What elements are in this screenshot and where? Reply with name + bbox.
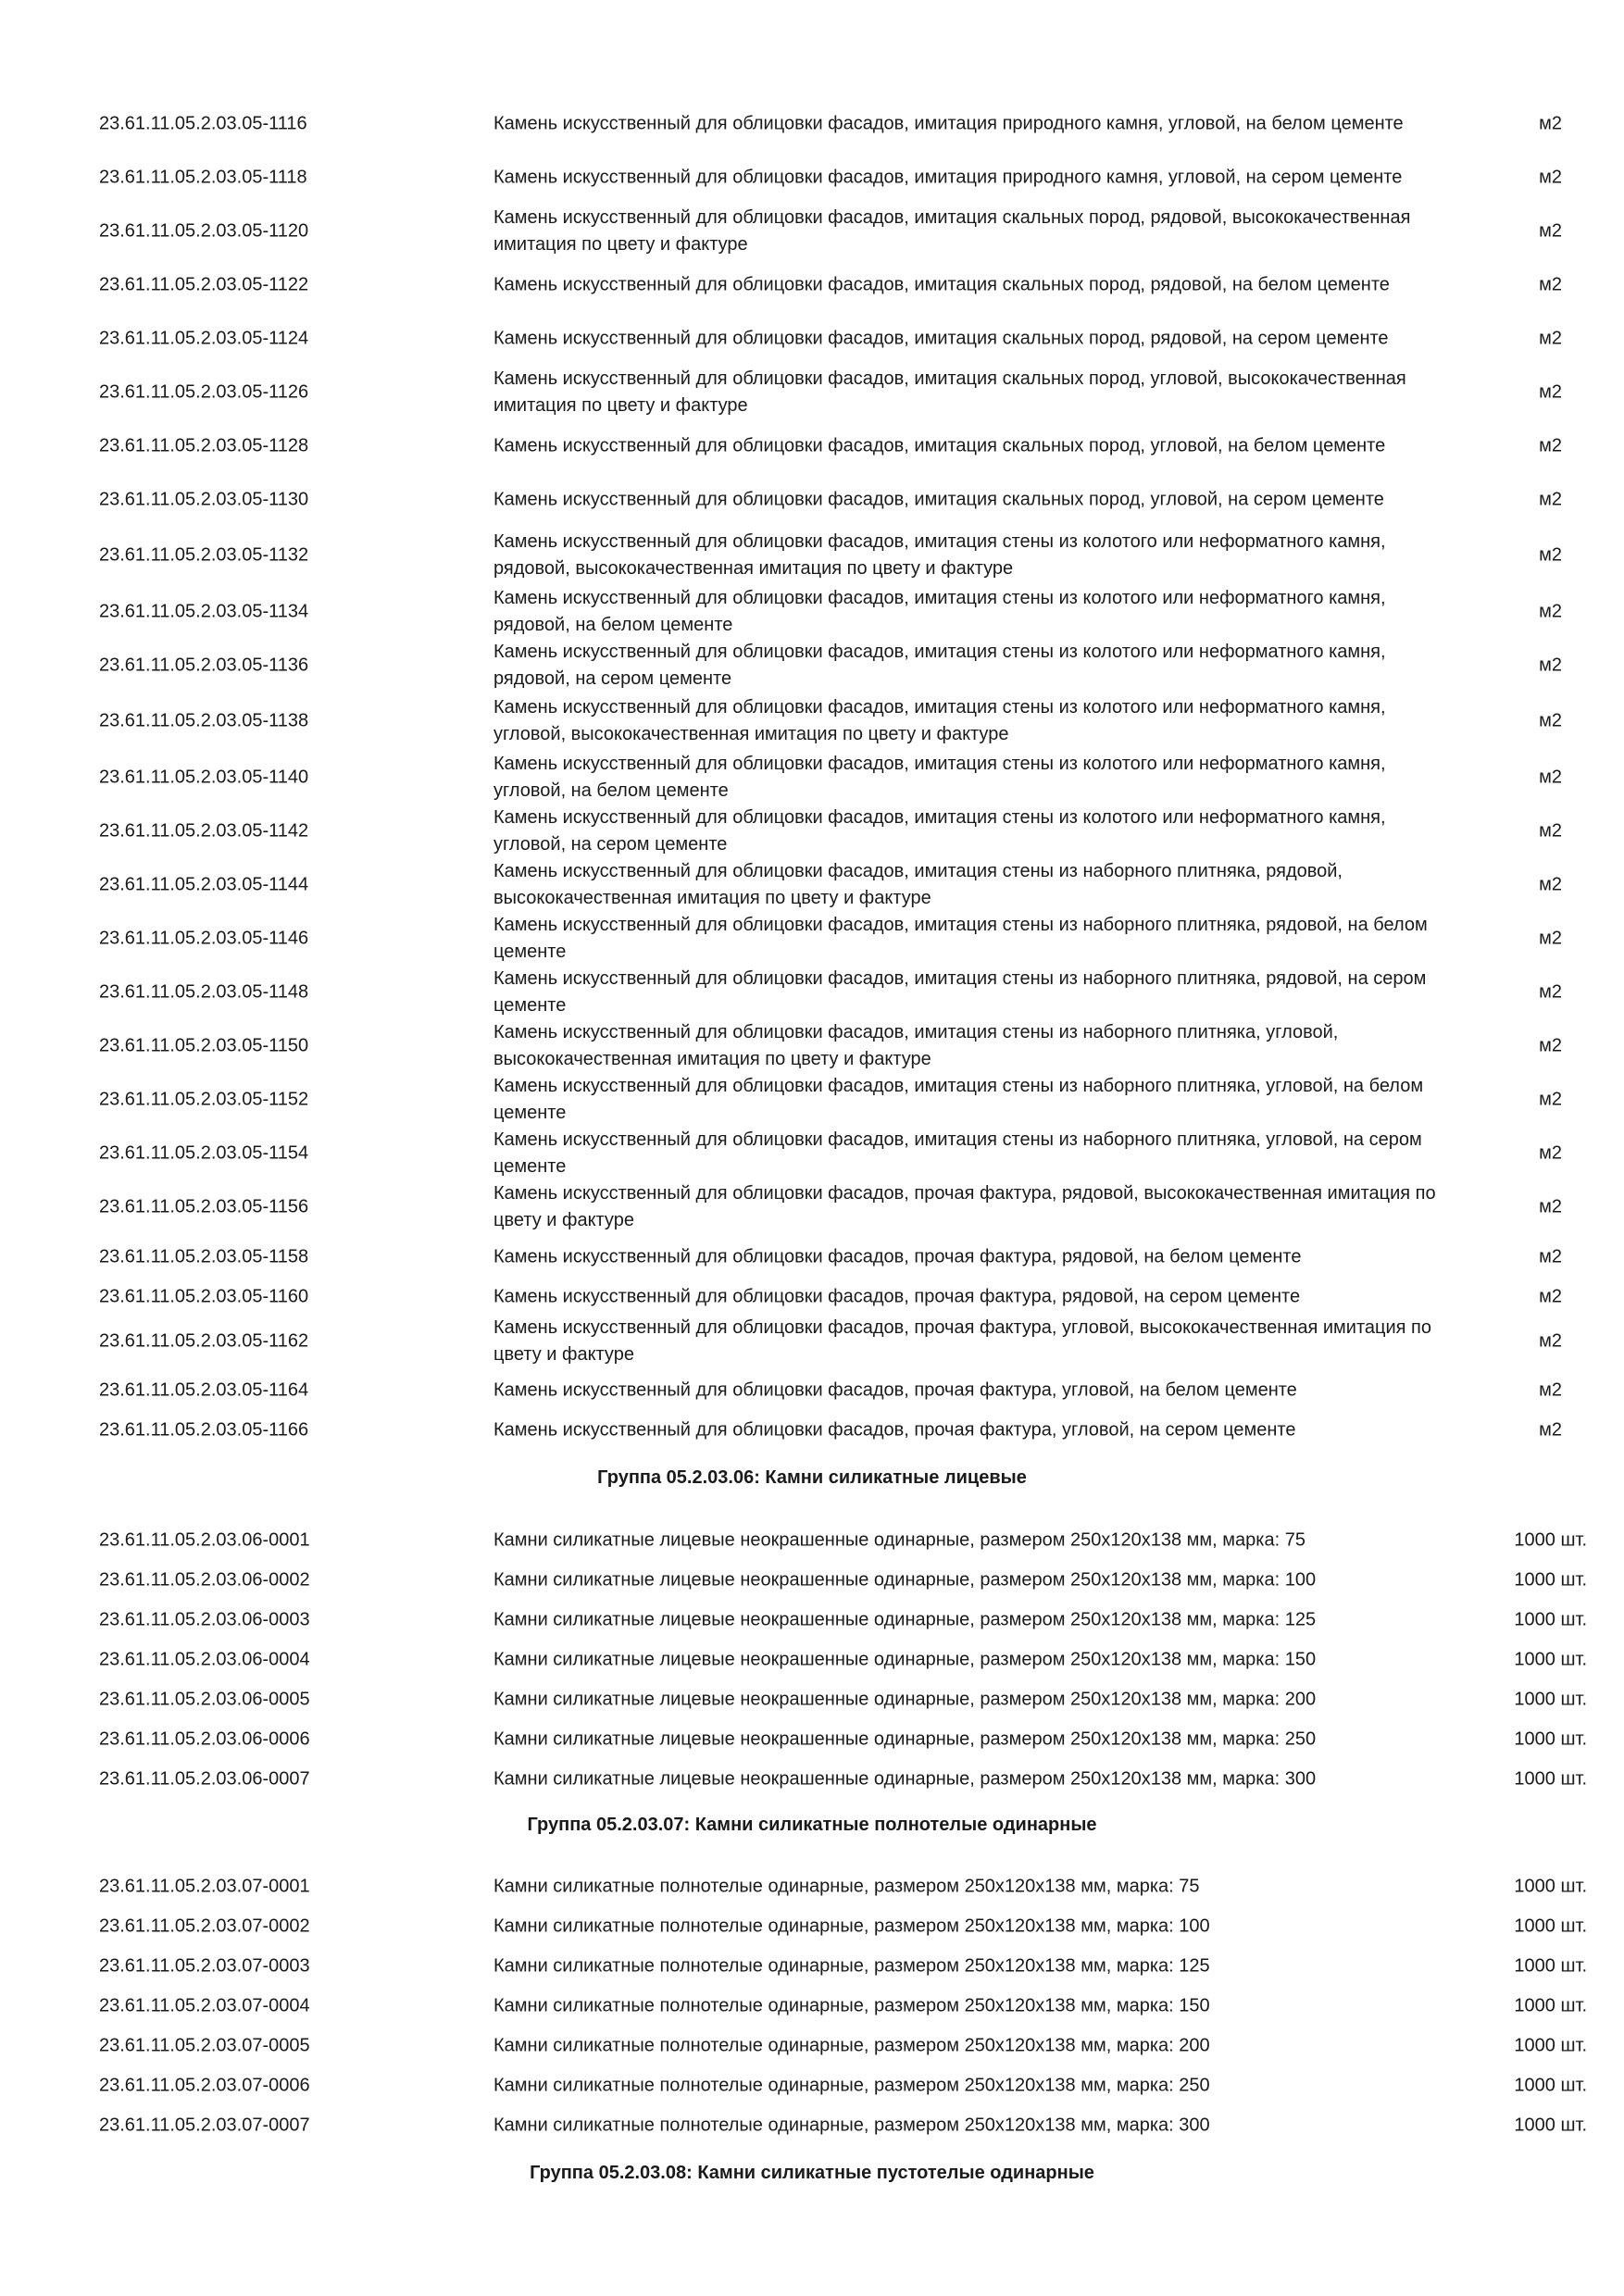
item-unit: 1000 шт. [1514,1728,1587,1750]
item-code: 23.61.11.05.2.03.06-0005 [99,1689,310,1710]
table-row [0,1372,1624,1409]
item-unit: м2 [1539,1196,1562,1217]
item-unit: м2 [1539,874,1562,895]
table-row [0,1641,1624,1678]
table-row [0,912,1624,966]
item-name: Камни силикатные лицевые неокрашенные одинарные, размером 250х120х138 мм, марка: 200 [493,1689,1317,1710]
item-unit: 1000 шт. [1514,1529,1587,1551]
item-code: 23.61.11.05.2.03.05-1126 [99,381,309,403]
item-name: Камни силикатные полнотелые одинарные, размером 250х120х138 мм, марка: 300 [493,2115,1210,2136]
item-name: Камни силикатные полнотелые одинарные, размером 250х120х138 мм, марка: 250 [493,2075,1210,2096]
table-row [0,97,1624,151]
item-name: Камень искусственный для облицовки фасадов, имитация скальных пород, угловой, на белом цементе [493,435,1386,456]
item-unit: 1000 шт. [1514,1649,1587,1670]
table-row [0,1127,1624,1180]
table-row [0,1019,1624,1073]
item-name: Камни силикатные лицевые неокрашенные одинарные, размером 250х120х138 мм, марка: 300 [493,1768,1317,1790]
item-unit: м2 [1539,1142,1562,1164]
item-name: Камни силикатные лицевые неокрашенные одинарные, размером 250х120х138 мм, марка: 250 [493,1728,1317,1750]
table-row [0,966,1624,1019]
item-name: Камень искусственный для облицовки фасадов, имитация скальных пород, рядовой, на сером цементе [493,328,1389,349]
item-name: Камень искусственный для облицовки фасадов, прочая фактура, рядовой, высококачественная имитация по цвету и фактуре [493,1183,1436,1230]
table-row [0,2067,1624,2104]
item-name: Камень искусственный для облицовки фасадов, имитация природного камня, угловой, на белом цементе [493,113,1404,134]
table-row [0,1239,1624,1276]
item-name: Камень искусственный для облицовки фасадов, имитация стены из наборного плитняка, угловой, на сером цементе [493,1129,1422,1177]
item-name: Камень искусственный для облицовки фасадов, имитация стены из колотого или неформатного камня, рядовой, на сером цементе [493,642,1386,689]
table-row [0,2028,1624,2065]
item-code: 23.61.11.05.2.03.05-1164 [99,1379,309,1401]
item-unit: м2 [1539,928,1562,949]
item-name: Камни силикатные лицевые неокрашенные одинарные, размером 250х120х138 мм, марка: 75 [493,1529,1305,1551]
table-row [0,473,1624,527]
item-unit: 1000 шт. [1514,1876,1587,1897]
item-name: Камень искусственный для облицовки фасадов, имитация стены из наборного плитняка, рядовой, на белом цементе [493,915,1428,962]
item-code: 23.61.11.05.2.03.05-1144 [99,874,309,895]
item-code: 23.61.11.05.2.03.06-0001 [99,1529,310,1551]
table-row [0,2107,1624,2144]
item-unit: м2 [1539,435,1562,456]
item-code: 23.61.11.05.2.03.05-1142 [99,820,309,842]
item-unit: м2 [1539,981,1562,1003]
item-unit: м2 [1539,489,1562,510]
group-heading: Группа 05.2.03.07: Камни силикатные полнотелые одинарные [527,1815,1097,1835]
item-name: Камень искусственный для облицовки фасадов, имитация стены из наборного плитняка, рядовой, на сером цементе [493,968,1427,1016]
item-name: Камень искусственный для облицовки фасадов, имитация скальных пород, угловой, на сером цементе [493,489,1384,510]
item-code: 23.61.11.05.2.03.05-1116 [99,113,307,134]
item-code: 23.61.11.05.2.03.07-0001 [99,1876,310,1897]
item-unit: 1000 шт. [1514,1569,1587,1591]
item-unit: м2 [1539,655,1562,676]
table-row [0,529,1624,582]
item-code: 23.61.11.05.2.03.06-0002 [99,1569,310,1591]
item-code: 23.61.11.05.2.03.05-1156 [99,1196,309,1217]
item-code: 23.61.11.05.2.03.07-0004 [99,1995,310,2016]
item-unit: 1000 шт. [1514,1689,1587,1710]
item-unit: 1000 шт. [1514,1915,1587,1937]
item-code: 23.61.11.05.2.03.06-0007 [99,1768,310,1790]
item-code: 23.61.11.05.2.03.05-1152 [99,1089,309,1110]
item-code: 23.61.11.05.2.03.05-1120 [99,220,309,242]
table-row [0,1412,1624,1449]
item-unit: м2 [1539,328,1562,349]
item-name: Камни силикатные лицевые неокрашенные одинарные, размером 250х120х138 мм, марка: 100 [493,1569,1317,1591]
table-row [0,1073,1624,1127]
item-unit: 1000 шт. [1514,2075,1587,2096]
item-code: 23.61.11.05.2.03.05-1130 [99,489,309,510]
item-unit: м2 [1539,1419,1562,1441]
item-code: 23.61.11.05.2.03.05-1154 [99,1142,309,1164]
item-name: Камень искусственный для облицовки фасадов, имитация стены из колотого или неформатного камня, угловой, на белом цементе [493,754,1386,801]
table-row [0,1522,1624,1559]
item-unit: м2 [1539,274,1562,295]
table-row [0,1180,1624,1234]
table-row [0,366,1624,419]
item-name: Камень искусственный для облицовки фасадов, прочая фактура, угловой, на белом цементе [493,1379,1297,1401]
item-code: 23.61.11.05.2.03.05-1146 [99,928,309,949]
item-code: 23.61.11.05.2.03.05-1148 [99,981,309,1003]
item-name: Камень искусственный для облицовки фасадов, имитация скальных пород, рядовой, на белом цементе [493,274,1390,295]
item-name: Камень искусственный для облицовки фасадов, прочая фактура, угловой, на сером цементе [493,1419,1296,1441]
item-name: Камни силикатные полнотелые одинарные, размером 250х120х138 мм, марка: 100 [493,1915,1210,1937]
item-name: Камень искусственный для облицовки фасадов, имитация скальных пород, рядовой, высококачественная имитация по цвету и фактуре [493,207,1411,255]
item-code: 23.61.11.05.2.03.06-0003 [99,1609,310,1630]
item-code: 23.61.11.05.2.03.07-0006 [99,2075,310,2096]
table-row [0,151,1624,205]
item-name: Камни силикатные лицевые неокрашенные одинарные, размером 250х120х138 мм, марка: 125 [493,1609,1317,1630]
table-row [0,1315,1624,1368]
item-unit: м2 [1539,1246,1562,1267]
item-name: Камень искусственный для облицовки фасадов, имитация скальных пород, угловой, высококачественная имитация по цвету и фактуре [493,368,1406,416]
item-code: 23.61.11.05.2.03.05-1160 [99,1286,309,1307]
item-unit: м2 [1539,820,1562,842]
table-row [0,205,1624,258]
item-unit: м2 [1539,113,1562,134]
item-unit: м2 [1539,544,1562,566]
item-name: Камень искусственный для облицовки фасадов, имитация стены из колотого или неформатного камня, рядовой, высококачественная имитация по цвету и фактуре [493,531,1386,579]
item-unit: 1000 шт. [1514,1768,1587,1790]
item-name: Камни силикатные полнотелые одинарные, размером 250х120х138 мм, марка: 200 [493,2035,1210,2056]
table-row [0,1988,1624,2025]
table-row [0,858,1624,912]
item-unit: 1000 шт. [1514,1955,1587,1977]
item-unit: м2 [1539,767,1562,788]
item-code: 23.61.11.05.2.03.06-0006 [99,1728,310,1750]
item-unit: м2 [1539,220,1562,242]
item-code: 23.61.11.05.2.03.05-1162 [99,1330,309,1352]
item-name: Камень искусственный для облицовки фасадов, имитация стены из наборного плитняка, угловой, на белом цементе [493,1076,1424,1123]
item-name: Камни силикатные полнотелые одинарные, размером 250х120х138 мм, марка: 150 [493,1995,1210,2016]
table-row [0,312,1624,366]
item-code: 23.61.11.05.2.03.05-1124 [99,328,309,349]
table-row [0,1681,1624,1718]
table-row [0,1562,1624,1599]
item-name: Камни силикатные лицевые неокрашенные одинарные, размером 250х120х138 мм, марка: 150 [493,1649,1317,1670]
table-row [0,639,1624,693]
item-unit: 1000 шт. [1514,2035,1587,2056]
item-unit: 1000 шт. [1514,2115,1587,2136]
table-row [0,419,1624,473]
item-name: Камень искусственный для облицовки фасадов, прочая фактура, угловой, высококачественная имитация по цвету и фактуре [493,1317,1431,1365]
item-name: Камень искусственный для облицовки фасадов, прочая фактура, рядовой, на белом цементе [493,1246,1302,1267]
item-code: 23.61.11.05.2.03.05-1166 [99,1419,309,1441]
item-code: 23.61.11.05.2.03.05-1140 [99,767,309,788]
item-code: 23.61.11.05.2.03.05-1136 [99,655,309,676]
item-code: 23.61.11.05.2.03.06-0004 [99,1649,310,1670]
item-code: 23.61.11.05.2.03.05-1128 [99,435,309,456]
item-name: Камень искусственный для облицовки фасадов, имитация стены из наборного плитняка, рядовой, высококачественная имитация по цвету и фактуре [493,861,1343,908]
item-name: Камень искусственный для облицовки фасадов, имитация стены из колотого или неформатного камня, рядовой, на белом цементе [493,588,1386,635]
item-unit: 1000 шт. [1514,1995,1587,2016]
item-unit: м2 [1539,1035,1562,1056]
table-row [0,751,1624,805]
group-heading: Группа 05.2.03.08: Камни силикатные пустотелые одинарные [530,2163,1094,2183]
item-unit: м2 [1539,710,1562,731]
table-row [0,694,1624,748]
item-unit: 1000 шт. [1514,1609,1587,1630]
group-heading: Группа 05.2.03.06: Камни силикатные лицевые [597,1467,1027,1488]
table-row [0,1721,1624,1758]
table-row [0,1761,1624,1798]
table-row [0,805,1624,858]
item-code: 23.61.11.05.2.03.07-0007 [99,2115,310,2136]
item-code: 23.61.11.05.2.03.05-1118 [99,167,307,188]
item-code: 23.61.11.05.2.03.05-1158 [99,1246,309,1267]
item-unit: м2 [1539,167,1562,188]
table-row [0,1602,1624,1639]
item-unit: м2 [1539,601,1562,622]
item-code: 23.61.11.05.2.03.05-1122 [99,274,309,295]
item-name: Камень искусственный для облицовки фасадов, имитация стены из наборного плитняка, угловой, высококачественная имитация по цвету и фактуре [493,1022,1339,1069]
item-code: 23.61.11.05.2.03.05-1132 [99,544,309,566]
item-code: 23.61.11.05.2.03.05-1138 [99,710,309,731]
table-row [0,258,1624,312]
item-name: Камень искусственный для облицовки фасадов, имитация стены из колотого или неформатного камня, угловой, на сером цементе [493,807,1386,855]
item-code: 23.61.11.05.2.03.05-1134 [99,601,309,622]
item-code: 23.61.11.05.2.03.07-0002 [99,1915,310,1937]
table-row [0,1868,1624,1905]
item-code: 23.61.11.05.2.03.05-1150 [99,1035,309,1056]
item-name: Камень искусственный для облицовки фасадов, имитация стены из колотого или неформатного камня, угловой, высококачественная имитация по цвету и фактуре [493,697,1386,744]
item-unit: м2 [1539,1089,1562,1110]
table-row [0,1908,1624,1945]
item-name: Камень искусственный для облицовки фасадов, прочая фактура, рядовой, на сером цементе [493,1286,1301,1307]
item-name: Камни силикатные полнотелые одинарные, размером 250х120х138 мм, марка: 125 [493,1955,1210,1977]
item-name: Камень искусственный для облицовки фасадов, имитация природного камня, угловой, на сером цементе [493,167,1403,188]
item-code: 23.61.11.05.2.03.07-0003 [99,1955,310,1977]
item-name: Камни силикатные полнотелые одинарные, размером 250х120х138 мм, марка: 75 [493,1876,1200,1897]
item-unit: м2 [1539,1286,1562,1307]
item-unit: м2 [1539,1379,1562,1401]
table-row [0,585,1624,639]
item-unit: м2 [1539,1330,1562,1352]
item-code: 23.61.11.05.2.03.07-0005 [99,2035,310,2056]
item-unit: м2 [1539,381,1562,403]
table-row [0,1279,1624,1316]
table-row [0,1948,1624,1985]
